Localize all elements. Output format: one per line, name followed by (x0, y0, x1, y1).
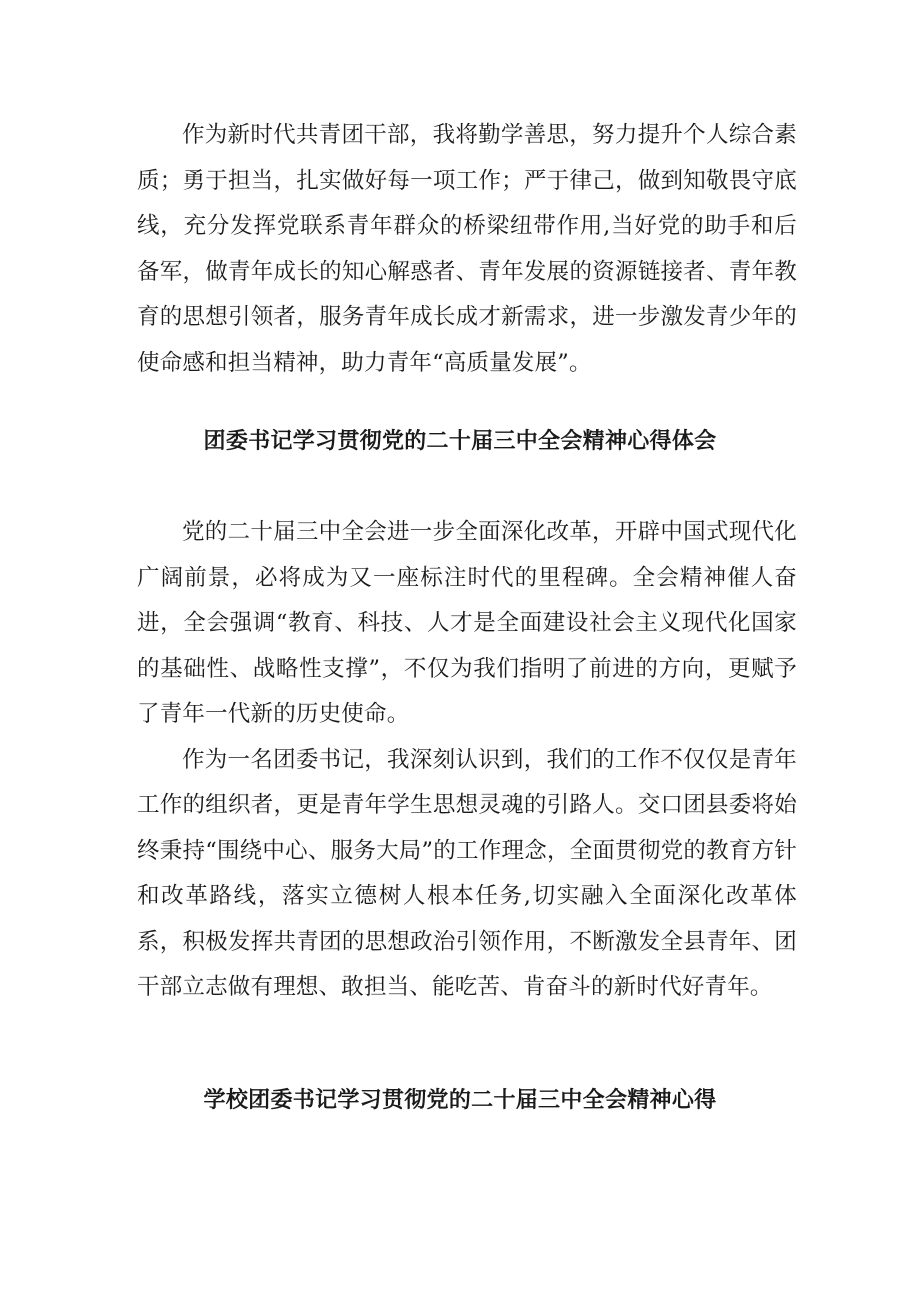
section-body (137, 510, 797, 1011)
paragraph: 作为一名团委书记，我深刻认识到，我们的工作不仅仅是青年工作的组织者，更是青年学生思想灵魂的引路人。交口团县委将始终秉持“围绕中心、服务大局”的工作理念，全面贯彻党的教育方针和改革路线，落实立德树人根本任务,切实融入全面深化改革体系，积极发挥共青团的思想政治引领作用，不断激发全县青年、团干部立志做有理想、敢担当、能吃苦、肯奋斗的新时代好青年。 (137, 746, 797, 1000)
section-heading: 学校团委书记学习贯彻党的二十届三中全会精神心得 (203, 1088, 717, 1113)
paragraph: 作为新时代共青团干部，我将勤学善思，努力提升个人综合素质；勇于担当，扎实做好每一项工作；严于律己，做到知敬畏守底线，充分发挥党联系青年群众的桥梁纽带作用,当好党的助手和后备军，做青年成长的知心解惑者、青年发展的资源链接者、青年教育的思想引领者，服务青年成长成才新需求，进一步激发青少年的使命感和担当精神，助力青年“高质量发展”。 (137, 122, 797, 376)
paragraph: 党的二十届三中全会进一步全面深化改革，开辟中国式现代化广阔前景，必将成为又一座标注时代的里程碑。全会精神催人奋进，全会强调“教育、科技、人才是全面建设社会主义现代化国家的基础性、战略性支撑”，不仅为我们指明了前进的方向，更赋予了青年一代新的历史使命。 (137, 519, 797, 727)
intro-section (137, 113, 797, 386)
section-heading: 团委书记学习贯彻党的二十届三中全会精神心得体会 (203, 429, 717, 454)
